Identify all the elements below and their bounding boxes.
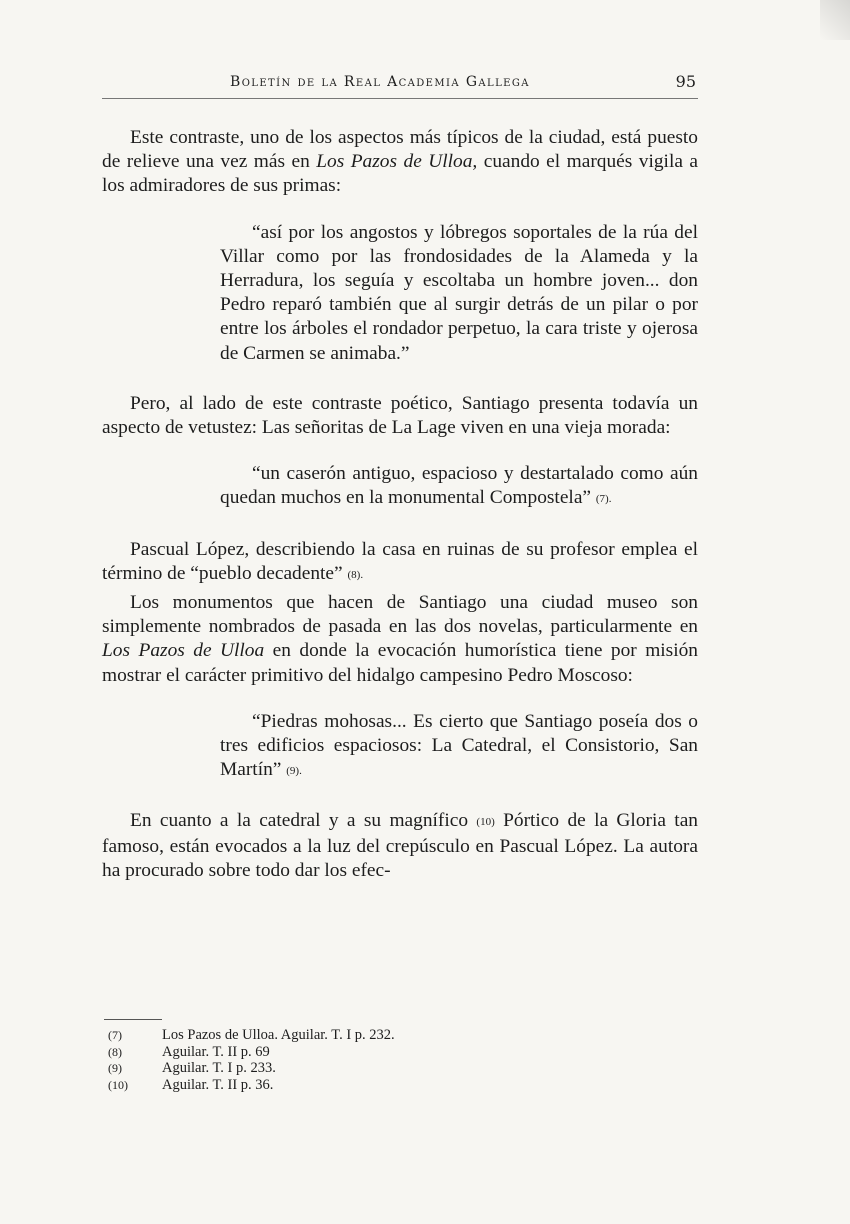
- footnote-marker: (7): [108, 1028, 122, 1042]
- book-title: Los Pazos de Ulloa: [102, 640, 265, 662]
- footnote-ref-7: (7).: [595, 493, 612, 506]
- footnote-marker: (8): [108, 1044, 122, 1059]
- paragraph-3: Pascual López, describiendo la casa en ruinas de su profesor emplea el término de “pueblo decadente” $^{(8).}$: [102, 538, 698, 584]
- footnote-text: Aguilar. T. I p. 233.: [162, 1060, 276, 1076]
- footnote-8: [108, 1044, 395, 1061]
- footnote-marker: (10): [108, 1077, 128, 1092]
- footnote-marker: (9): [108, 1061, 122, 1075]
- footnote-ref-10: (10): [476, 816, 495, 829]
- running-header: [102, 70, 698, 99]
- footnote-text: Aguilar. T. II p. 69: [162, 1043, 270, 1060]
- block-quote-2: “un caserón antiguo, espacioso y destartalado como aún quedan muchos en la monumental Compostela” $^{(7).}$: [220, 463, 698, 509]
- footnote-text: Los Pazos de Ulloa. Aguilar. T. I p. 232.: [162, 1027, 395, 1043]
- footnotes: [108, 1027, 395, 1093]
- block-quote-1: “así por los angostos y lóbregos soportales de la rúa del Villar como por las frondosidades de la Alameda y la Herradura, los seguía y escoltaba un hombre joven... don Pedro reparó también que al surgir detrás de un pilar o por entre los árboles el rondador perpetuo, la cara triste y ojerosa de Carmen se animaba.”: [220, 221, 698, 364]
- footnote-9: [108, 1060, 395, 1077]
- footnote-divider: [104, 1019, 162, 1020]
- footnote-text: Aguilar. T. II p. 36.: [162, 1076, 274, 1093]
- running-title: Boletín de la Real Academia Gallega: [230, 74, 530, 90]
- block-quote-3: “Piedras mohosas... Es cierto que Santiago poseía dos o tres edificios espaciosos: La Catedral, el Consistorio, San Martín” $^{(9).}$: [220, 710, 698, 781]
- footnote-10: [108, 1077, 395, 1094]
- page-number: 95: [675, 72, 696, 91]
- paragraph-5: En cuanto a la catedral y a su magnífico $^{(10)}$ Pórtico de la Gloria tan famoso, están evocados a la luz del crepúsculo en Pascual López. La autora ha procurado sobre todo dar los efec-: [102, 810, 698, 881]
- paragraph-4: Los monumentos que hacen de Santiago una ciudad museo son simplemente nombrados de pasada en las dos novelas, particularmente en Los Pazos de Ulloa en donde la evocación humorística tiene por misión mostrar el carácter primitivo del hidalgo campesino Pedro Moscoso:: [102, 592, 698, 686]
- footnote-ref-8: (8).: [347, 568, 364, 581]
- paragraph-2: Pero, al lado de este contraste poético, Santiago presenta todavía un aspecto de vetustez: Las señoritas de La Lage viven en una vieja morada:: [102, 392, 698, 439]
- book-title: Los Pazos de Ulloa,: [316, 151, 478, 173]
- page-corner-shadow: [820, 0, 850, 40]
- paragraph-1: Este contraste, uno de los aspectos más típicos de la ciudad, está puesto de relieve una vez más en Los Pazos de Ulloa, cuando el marqués vigila a los admiradores de sus primas:: [102, 127, 699, 197]
- body-text: [102, 126, 698, 883]
- footnote-ref-9: (9).: [286, 765, 302, 778]
- footnote-7: [108, 1027, 395, 1044]
